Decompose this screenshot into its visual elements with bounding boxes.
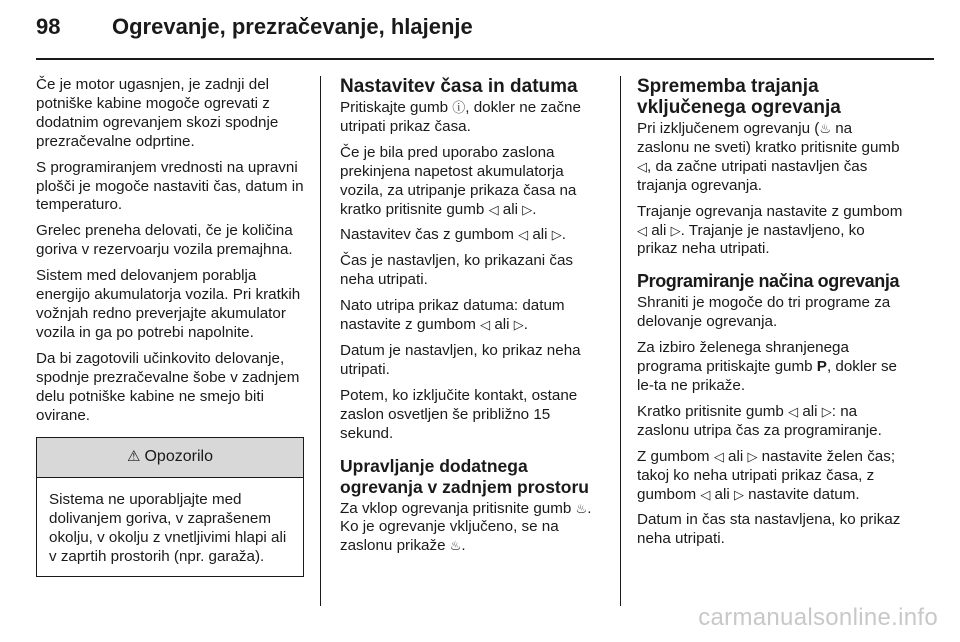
paragraph: Potem, ko izključite kontakt, ostane zaslon osvetljen še približno 15 sekund. — [340, 386, 578, 442]
warning-title: Opozorilo — [144, 448, 213, 466]
right-arrow-icon: ▷ — [733, 486, 744, 502]
left-arrow-icon: ◁ — [637, 222, 647, 238]
paragraph: Kratko pritisnite gumb ◁ ali ▷: na zaslonu utripa čas za programiranje. — [637, 402, 882, 439]
paragraph: Za vklop ogrevanja pritisnite gumb ♨. Ko je ogrevanje vključeno, se na zaslonu prikaže ♨. — [340, 499, 592, 555]
clock-icon: ⓘ — [452, 100, 466, 115]
paragraph: Datum in čas sta nastavljena, ko prikaz neha utripati. — [637, 511, 901, 548]
left-arrow-icon: ◁ — [480, 317, 491, 333]
right-arrow-icon: ▷ — [513, 317, 524, 333]
heater-icon: ♨ — [449, 538, 462, 554]
warning-triangle-icon: ⚠ — [127, 448, 141, 466]
right-arrow-icon: ▷ — [670, 222, 681, 238]
section-heading: Programiranje načina ogrevanja — [637, 271, 900, 292]
paragraph: Za izbiro želenega shranjenega programa pritiskajte gumb P, dokler se le-ta ne prikaže. — [637, 339, 898, 394]
page-header — [0, 0, 960, 60]
section-heading: Upravljanje dodatnega ogrevanja v zadnjem prostoru — [340, 455, 589, 497]
page-title: Ogrevanje, prezračevanje, hlajenje — [112, 14, 473, 39]
warning-box — [36, 437, 304, 577]
paragraph: Pri izključenem ogrevanju (♨ na zaslonu ne sveti) kratko pritisnite gumb ◁, da začne utripati nastavljen čas trajanja ogrevanja. — [637, 120, 900, 194]
right-arrow-icon: ▷ — [551, 227, 562, 243]
warning-text: Sistema ne uporabljajte med dolivanjem goriva, v zaprašenem okolju, v okolju z vnetljivimi hlapi ali v zaprtih prostorih (npr. garaža). — [49, 491, 287, 566]
left-arrow-icon: ◁ — [788, 403, 799, 419]
right-arrow-icon: ▷ — [821, 403, 832, 419]
header-divider — [36, 58, 934, 60]
paragraph: Sistem med delovanjem porablja energijo akumulatorja vozila. Pri kratkih vožnjah redno preverjajte akumulator vozila in ga po potrebi napolnite. — [36, 267, 301, 341]
paragraph: Da bi zagotovili učinkovito delovanje, spodnje prezračevalne šobe v zadnjem delu potniške kabine ne smejo biti ovirane. — [36, 349, 300, 424]
watermark: carmanualsonline.info — [698, 604, 938, 631]
paragraph: Če je motor ugasnjen, je zadnji del potniške kabine mogoče ogrevati z dodatnim ogrevanjem skozi spodnje prezračevalne odprtine. — [36, 76, 279, 150]
paragraph: Trajanje ogrevanja nastavite z gumbom ◁ ali ▷. Trajanje je nastavljeno, ko prikaz neha utripati. — [637, 202, 903, 258]
heater-icon: ♨ — [819, 121, 831, 136]
right-arrow-icon: ▷ — [522, 201, 533, 217]
paragraph: S programiranjem vrednosti na upravni plošči je mogoče nastaviti čas, datum in temperaturo. — [36, 158, 304, 214]
page-number: 98 — [36, 14, 61, 39]
column-divider-1 — [320, 76, 321, 606]
right-arrow-icon: ▷ — [747, 448, 758, 464]
left-arrow-icon: ◁ — [637, 158, 647, 174]
paragraph: Nato utripa prikaz datuma: datum nastavite z gumbom ◁ ali ▷. — [340, 297, 565, 334]
paragraph: Če je bila pred uporabo zaslona prekinjena napetost akumulatorja vozila, za utripanje prikaza časa na kratko pritisnite gumb ◁ ali ▷. — [340, 143, 577, 218]
column-divider-2 — [620, 76, 621, 606]
column-2 — [340, 76, 606, 563]
paragraph: Nastavitev čas z gumbom ◁ ali ▷. — [340, 226, 566, 244]
section-heading: Sprememba trajanja vključenega ogrevanja — [637, 76, 841, 118]
column-3 — [637, 76, 903, 556]
paragraph: Z gumbom ◁ ali ▷ nastavite želen čas; takoj ko neha utripati prikaz časa, z gumbom ◁ ali ▷ nastavite datum. — [637, 447, 896, 503]
warning-header — [37, 438, 303, 478]
heater-icon: ♨ — [575, 500, 588, 516]
paragraph: Datum je nastavljen, ko prikaz neha utripati. — [340, 341, 581, 378]
paragraph: Pritiskajte gumb ⓘ, dokler ne začne utripati prikaz časa. — [340, 99, 581, 135]
left-arrow-icon: ◁ — [488, 201, 499, 217]
paragraph: Grelec preneha delovati, če je količina goriva v rezervoarju vozila premajhna. — [36, 222, 293, 259]
column-1 — [36, 76, 304, 577]
left-arrow-icon: ◁ — [518, 227, 529, 243]
paragraph: Shraniti je mogoče do tri programe za delovanje ogrevanja. — [637, 294, 891, 331]
paragraph: Čas je nastavljen, ko prikazani čas neha utripati. — [340, 252, 573, 289]
left-arrow-icon: ◁ — [713, 448, 724, 464]
section-heading: Nastavitev časa in datuma — [340, 76, 578, 97]
program-key-label: P — [816, 358, 827, 376]
left-arrow-icon: ◁ — [700, 486, 711, 502]
